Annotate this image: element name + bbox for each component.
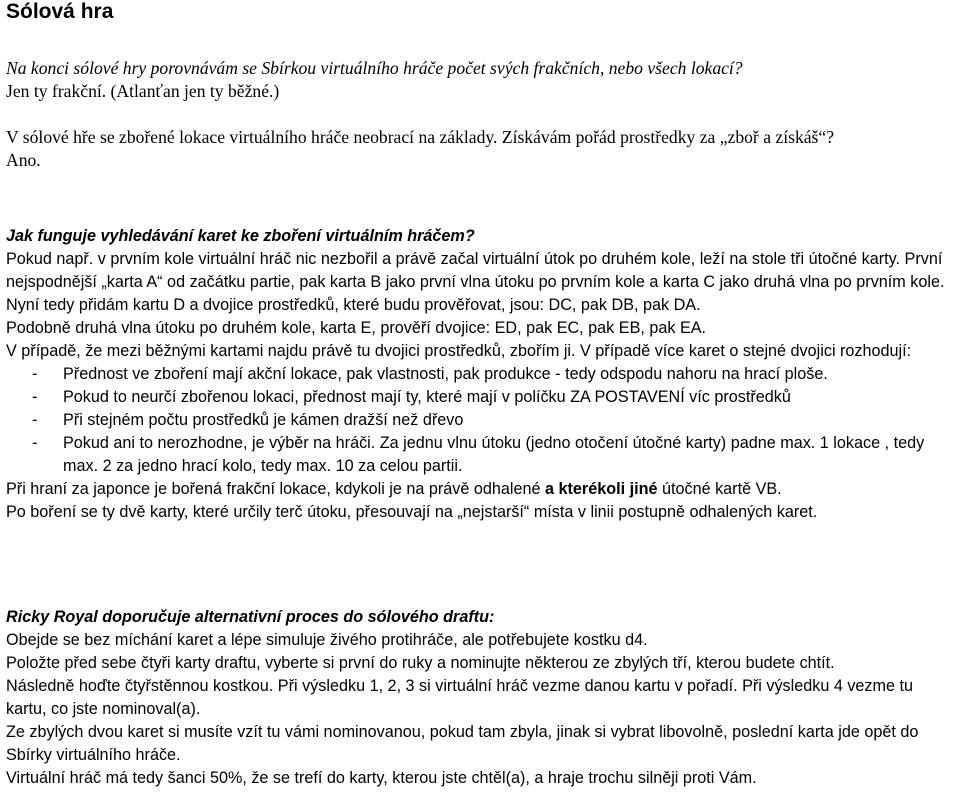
paragraph: Následně hoďte čtyřstěnnou kostkou. Při výsledku 1, 2, 3 si virtuální hráč vezme danou kartu v pořadí. Při výsledku 4 vezme tu kartu, co jste nominoval(a). [6,677,913,718]
ricky-section [6,606,956,790]
paragraph: Nyní tedy přidám kartu D a dvojice prostředků, které budu prověřovat, jsou: DC, pak DB, pak DA. [6,296,701,314]
section-heading: Ricky Royal doporučuje alternativní proces do sólového draftu: [6,608,495,626]
question-text: V sólové hře se zbořené lokace virtuálního hráče neobrací na základy. Získávám pořád prostředky za „zboř a získáš“? [6,127,835,147]
list-item: - Pokud ani to nerozhodne, je výběr na hráči. Za jednu vlnu útoku (jedno otočení útočné karty) padne max. 1 lokace , tedy max. 2 za jedno hrací kolo, tedy max. 10 za celou partii. [32,434,925,475]
answer-text: Jen ty frakční. (Atlanťan jen ty běžné.) [6,81,280,101]
paragraph: Podobně druhá vlna útoku po druhém kole, karta E, prověří dvojice: ED, pak EC, pak EB, pak EA. [6,319,707,337]
page-title: Sólová hra [6,0,114,23]
section-body [6,248,956,524]
list-item: - Při stejném počtu prostředků je kámen dražší než dřevo [32,411,464,429]
paragraph: Při hraní za japonce je bořená frakční lokace, kdykoli je na právě odhalené a kterékoli jiné útočné kartě VB. [6,480,782,498]
paragraph: Po boření se ty dvě karty, které určily terč útoku, přesouvají na „nejstarší“ místa v linii postupně odhalených karet. [6,503,818,521]
faq-question-2 [6,126,956,172]
faq-question-1 [6,57,956,103]
paragraph: V případě, že mezi běžnými kartami najdu právě tu dvojici prostředků, zbořím ji. V případě více karet o stejné dvojici rozhodují: [6,342,912,360]
section-body [6,629,956,790]
paragraph: Ze zbylých dvou karet si musíte vzít tu vámi nominovanou, pokud tam zbyla, jinak si vybrat libovolně, poslední karta jde opět do Sbírky virtuálního hráče. [6,723,919,764]
list-item: - Přednost ve zboření mají akční lokace, pak vlastnosti, pak produkce - tedy odspodu nahoru na hrací ploše. [32,365,828,383]
paragraph: Položte před sebe čtyři karty draftu, vyberte si první do ruky a nominujte některou ze zbylých tří, kterou budete chtít. [6,654,835,672]
list-item: - Pokud to neurčí zbořenou lokaci, přednost mají ty, které mají v políčku ZA POSTAVENÍ víc prostředků [32,388,791,406]
section-heading: Jak funguje vyhledávání karet ke zboření virtuálním hráčem? [6,227,475,245]
paragraph: Pokud např. v prvním kole virtuální hráč nic nezbořil a právě začal virtuální útok po druhém kole, leží na stole tři útočné karty. První nejspodnější „karta A“ od začátku partie, pak karta B jako první vlna útoku po prvním kole a karta C jako druhá vlna po prvním kole. [6,250,945,291]
paragraph: Obejde se bez míchání karet a lépe simuluje živého protihráče, ale potřebujete kostku d4. [6,631,648,649]
rule-list [6,363,956,478]
answer-text: Ano. [6,150,41,170]
search-section [6,225,956,524]
paragraph: Virtuální hráč má tedy šanci 50%, že se trefí do karty, kterou jste chtěl(a), a hraje trochu silněji proti Vám. [6,769,757,787]
question-text: Na konci sólové hry porovnávám se Sbírkou virtuálního hráče počet svých frakčních, nebo všech lokací? [6,58,743,78]
